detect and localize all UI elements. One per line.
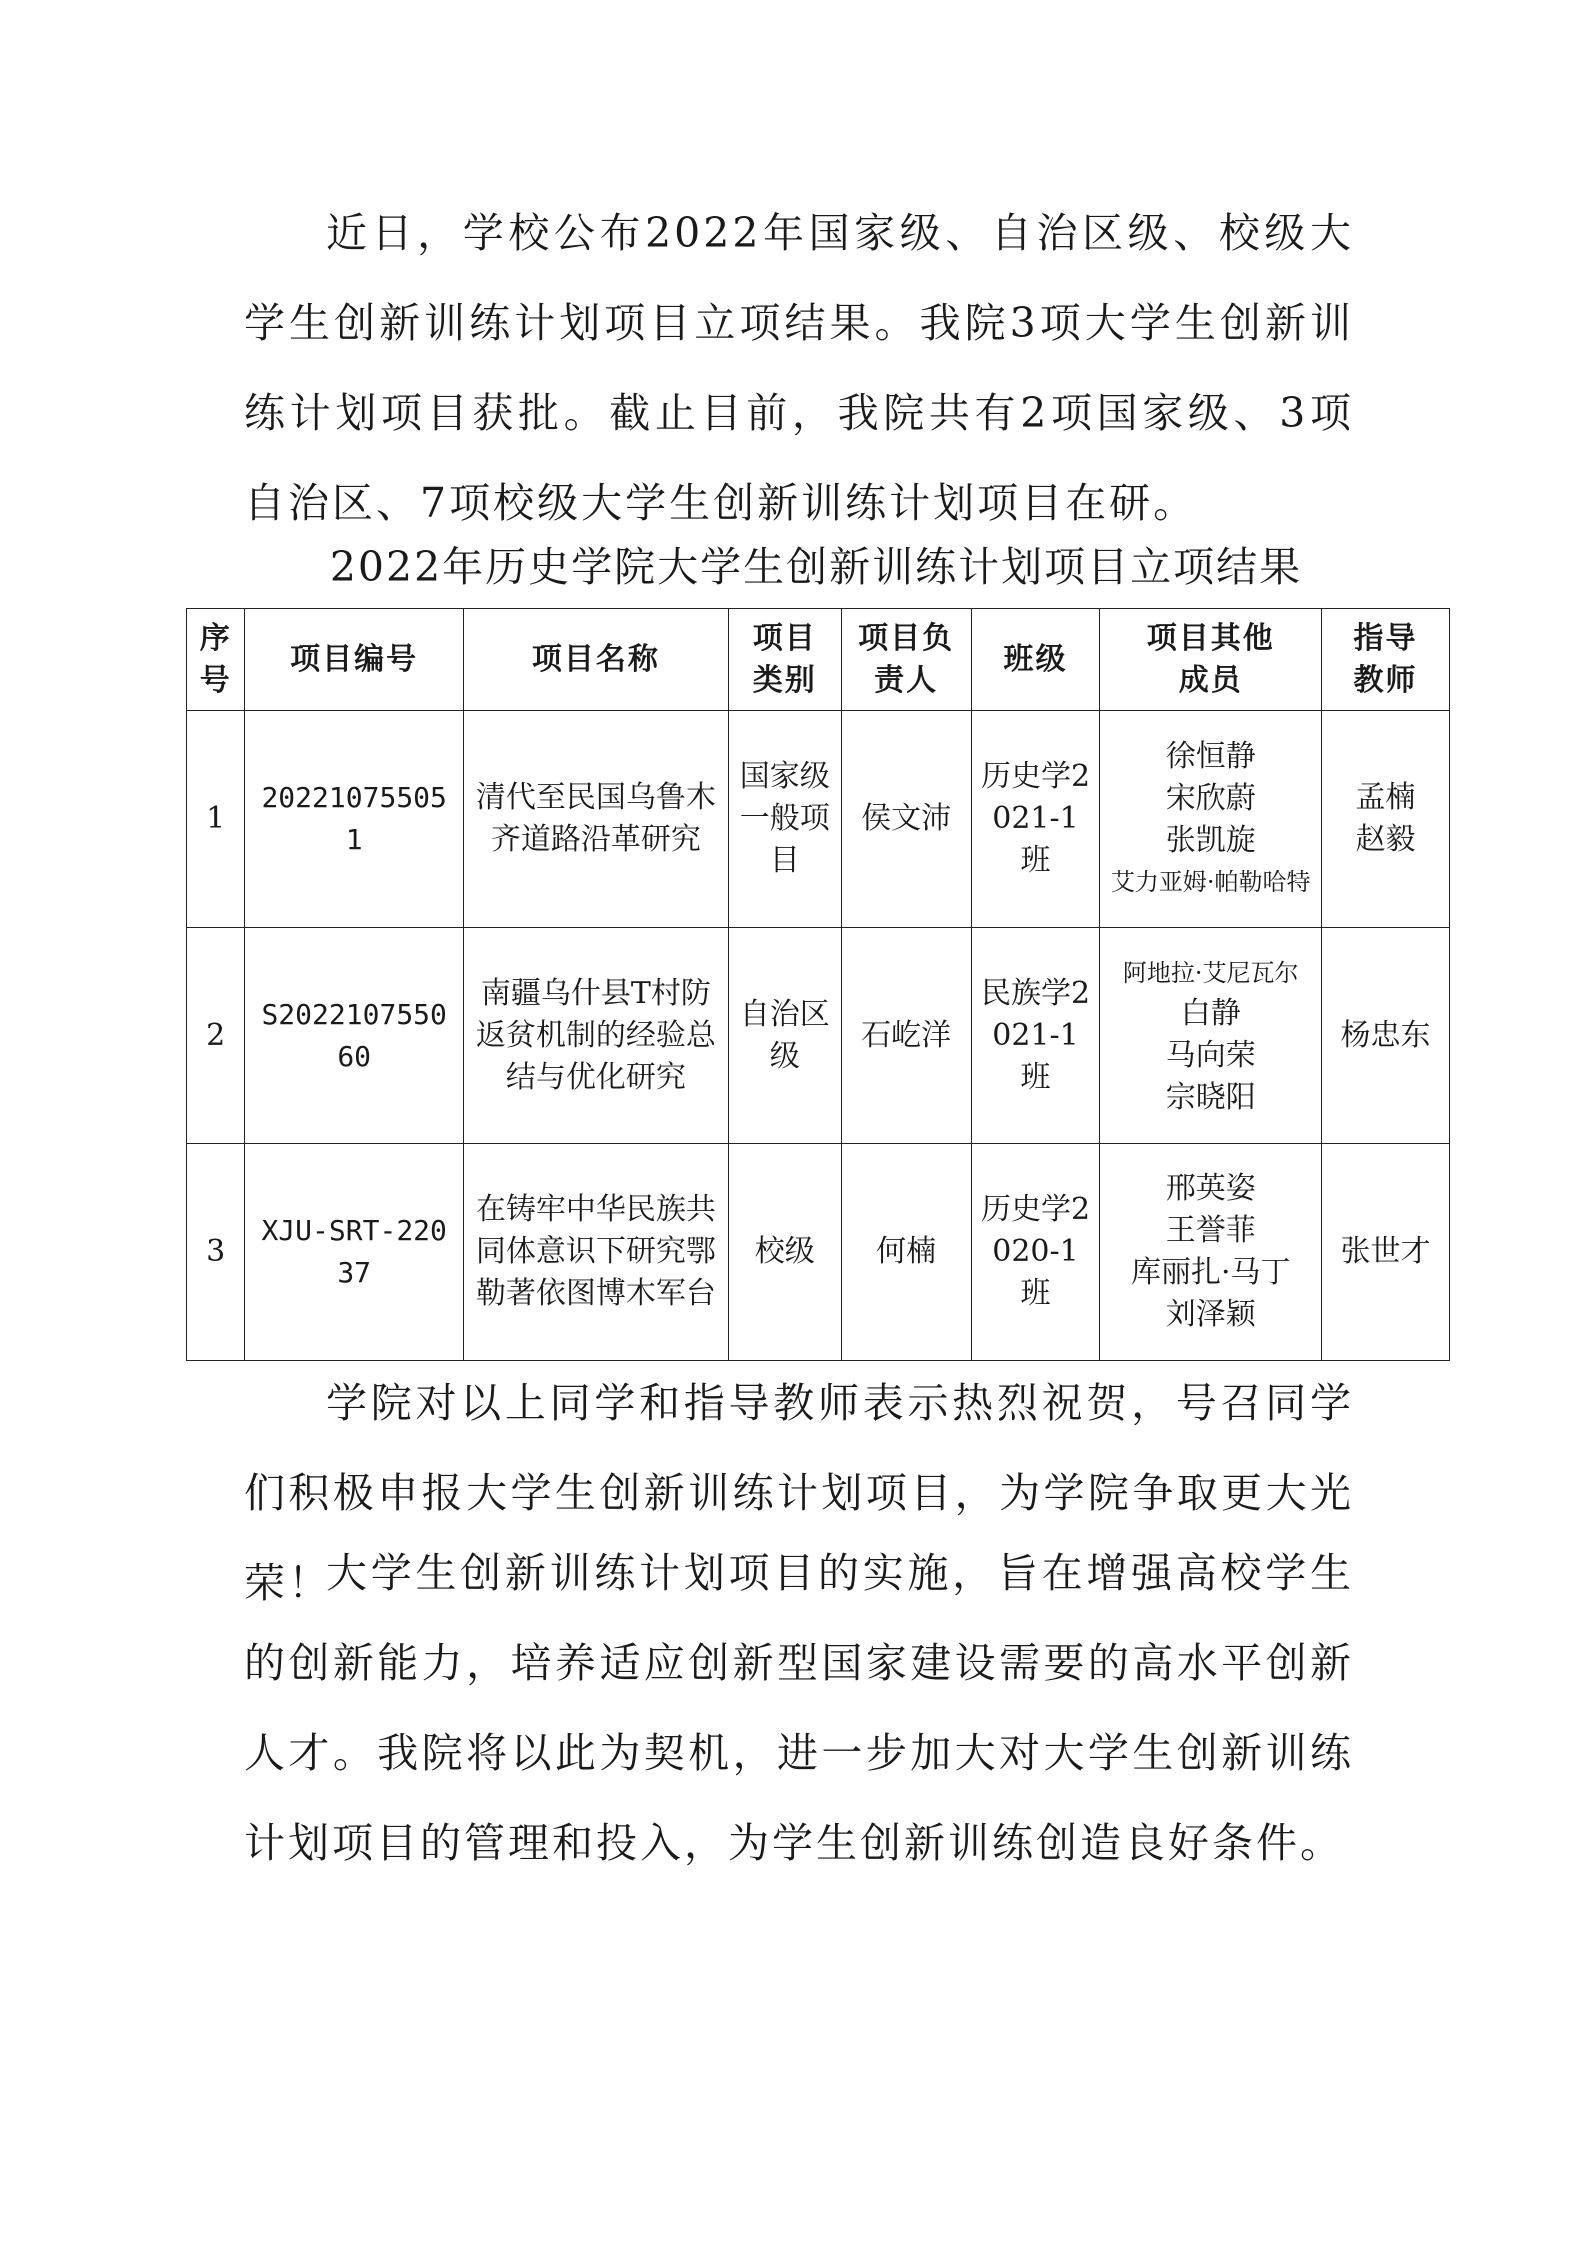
header-class: 班级 bbox=[971, 609, 1100, 711]
advisor-name: 张世才 bbox=[1340, 1234, 1431, 1269]
member-name: 白静 bbox=[1180, 995, 1241, 1031]
advisor-name: 孟楠 bbox=[1355, 780, 1416, 815]
header-advisor: 指导 教师 bbox=[1322, 609, 1450, 711]
member-name: 阿地拉·艾尼瓦尔 bbox=[1122, 958, 1299, 987]
projects-table bbox=[186, 608, 1450, 1361]
cell-category: 国家级一般项目 bbox=[728, 711, 841, 928]
header-name: 项目名称 bbox=[463, 609, 728, 711]
member-name: 王誉菲 bbox=[1165, 1213, 1256, 1248]
cell-code: XJU-SRT-22037 bbox=[245, 1144, 464, 1361]
cell-members bbox=[1100, 1144, 1322, 1361]
cell-advisor bbox=[1322, 928, 1450, 1144]
cell-seq: 2 bbox=[187, 928, 245, 1144]
cell-class: 历史学2020-1班 bbox=[971, 1144, 1100, 1361]
cell-name: 在铸牢中华民族共同体意识下研究鄂勒著依图博木军台 bbox=[463, 1144, 728, 1361]
cell-class: 民族学2021-1班 bbox=[971, 928, 1100, 1144]
cell-name: 清代至民国乌鲁木齐道路沿革研究 bbox=[463, 711, 728, 928]
member-name: 宗晓阳 bbox=[1165, 1079, 1256, 1115]
cell-category: 校级 bbox=[728, 1144, 841, 1361]
cell-leader: 何楠 bbox=[841, 1144, 971, 1361]
member-name: 徐恒静 bbox=[1165, 739, 1256, 774]
cell-advisor bbox=[1322, 711, 1450, 928]
member-name: 刘泽颖 bbox=[1165, 1297, 1256, 1332]
advisor-name: 赵毅 bbox=[1355, 822, 1416, 857]
cell-category: 自治区级 bbox=[728, 928, 841, 1144]
cell-members bbox=[1100, 928, 1322, 1144]
advisor-name: 杨忠东 bbox=[1340, 1017, 1431, 1053]
table-title: 2022年历史学院大学生创新训练计划项目立项结果 bbox=[329, 543, 1303, 591]
header-seq: 序 号 bbox=[187, 609, 245, 711]
header-code: 项目编号 bbox=[245, 609, 464, 711]
table-row bbox=[187, 711, 1450, 928]
cell-class: 历史学2021-1班 bbox=[971, 711, 1100, 928]
cell-leader: 侯文沛 bbox=[841, 711, 971, 928]
closing-paragraph: 大学生创新训练计划项目的实施，旨在增强高校学生的创新能力，培养适应创新型国家建设需要的高水平创新人才。我院将以此为契机，进一步加大对大学生创新训练计划项目的管理和投入，为学生创新训练创造良好条件。 bbox=[244, 1549, 1354, 1867]
cell-name: 南疆乌什县T村防返贫机制的经验总结与优化研究 bbox=[463, 928, 728, 1144]
member-name: 艾力亚姆·帕勒哈特 bbox=[1110, 868, 1311, 896]
member-name: 张凯旋 bbox=[1165, 823, 1256, 858]
cell-code: S202210755060 bbox=[245, 928, 464, 1144]
header-leader: 项目负 责人 bbox=[841, 609, 971, 711]
header-category: 项目 类别 bbox=[728, 609, 841, 711]
cell-seq: 1 bbox=[187, 711, 245, 928]
member-name: 马向荣 bbox=[1165, 1037, 1256, 1073]
header-members: 项目其他 成员 bbox=[1100, 609, 1322, 711]
cell-advisor bbox=[1322, 1144, 1450, 1361]
member-name: 库丽扎·马丁 bbox=[1130, 1255, 1291, 1290]
member-name: 邢英姿 bbox=[1165, 1171, 1256, 1206]
cell-seq: 3 bbox=[187, 1144, 245, 1361]
cell-code: 202210755051 bbox=[245, 711, 464, 928]
congratulation-paragraph: 学院对以上同学和指导教师表示热烈祝贺，号召同学们积极申报大学生创新训练计划项目，为学院争取更大光荣！ bbox=[244, 1379, 1354, 1607]
table-row bbox=[187, 1144, 1450, 1361]
intro-paragraph: 近日，学校公布2022年国家级、自治区级、校级大学生创新训练计划项目立项结果。我院3项大学生创新训练计划项目获批。截止目前，我院共有2项国家级、3项自治区、7项校级大学生创新训练计划项目在研。 bbox=[244, 209, 1354, 527]
cell-leader: 石屹洋 bbox=[841, 928, 971, 1144]
table-row bbox=[187, 928, 1450, 1144]
table-header-row bbox=[187, 609, 1450, 711]
member-name: 宋欣蔚 bbox=[1165, 781, 1256, 816]
cell-members bbox=[1100, 711, 1322, 928]
